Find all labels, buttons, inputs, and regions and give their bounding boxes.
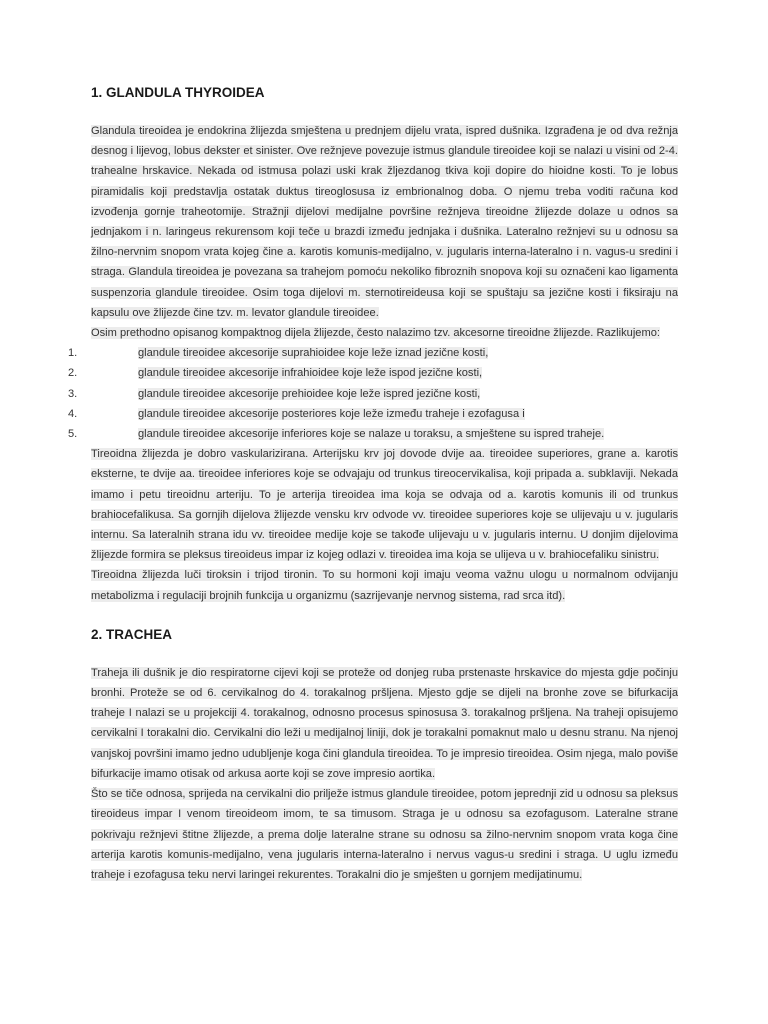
list-item bbox=[68, 363, 678, 383]
paragraph-text: Što se tiče odnosa, sprijeda na cervikalni dio prilježe istmus glandule tireoidee, potom jeprednji zid u odnosu sa pleksus tireoideus impar I venom tireoideom imom, te sa timusom. Straga je u odnosu sa ezofagusom. Lateralne strane pokrivaju režnjevi štitne žlijezde, a prema dolje lateralne strane su odnosu sa žilno-nervnim snopom vrata koga čine arterija karotis komunis-medijalno, vena jugularis interna-lateralno i nervus vagus-u sredini i straga. U uglu između traheje i ezofagusa teku nervi laringei rekurentes. Torakalni dio je smješten u gornjem medijatinumu. bbox=[91, 788, 678, 881]
section-heading: 1. GLANDULA THYROIDEA bbox=[91, 85, 265, 100]
section-thyroid bbox=[68, 84, 678, 606]
paragraph bbox=[91, 444, 678, 565]
list-item bbox=[68, 404, 678, 424]
list-item bbox=[68, 343, 678, 363]
section-trachea bbox=[91, 626, 678, 885]
paragraph-text: Tireoidna žlijezda je dobro vaskularizirana. Arterijsku krv joj dovode dvije aa. tireoidee superiores, grane a. karotis eksterne, te dvije aa. tireoidee inferiores koje se odvajaju od trunkus tireocervikalisa, koji pripada a. subklaviji. Nekada imamo i petu tireoidnu arteriju. To je arterija tireoidea ima koja se odvaja od a. karotis komunis ili od trunkus brahiocefalikusa. Sa gornjih dijelova žlijezde vensku krv odvode vv. tireoidee superiores koje se ulijevaju u v. jugularis internu. Sa lateralnih strana idu vv. tireoidee medije koje se takođe ulijevaju u v. jugularis internu. U donjim dijelovima žlijezde formira se pleksus tireoideus impar iz kojeg odlazi v. tireoidea ima koja se ulijeva u v. brahiocefaliku sinistru. bbox=[91, 448, 678, 562]
list-number: 4. bbox=[68, 407, 78, 420]
list-item-text: glandule tireoidee akcesorije suprahioidee koje leže iznad jezične kosti, bbox=[138, 347, 489, 360]
paragraph bbox=[91, 663, 678, 784]
paragraph-text: Glandula tireoidea je endokrina žlijezda smještena u prednjem dijelu vrata, ispred dušnika. Izgrađena je od dva režnja desnog i lijevog, lobus dekster et sinister. Ove režnjeve povezuje istmus glandule tireoidee koji se nalazi u visini od 2-4. trahealne hrskavice. Nekada od istmusa polazi uski krak žljezdanog tkiva koji dopire do hioidne kosti. To je lobus piramidalis koji predstavlja ostatak duktus tireoglosusa iz embrionalnog doba. O njemu treba voditi računa kod izvođenja gornje traheotomije. Stražnji dijelovi medijalne površine režnjeva tireoidne žlijezde dolaze u odnos sa jednjakom i n. laringeus rekurensom koji teče u brazdi između jednjaka i dušnika. Lateralno režnjevi su u odnosu sa žilno-nervnim snopom vrata kojeg čine a. karotis komunis-medijalno, v. jugularis interna-lateralno i n. vagus-u sredini i straga. Glandula tireoidea je povezana sa trahejom pomoću nekoliko fibroznih snopova koji su označeni kao ligamenta suspenzoria glandule tireoidee. Osim toga dijelovi m. sternotireideusa koji se spuštaju sa jezične kosti i fiksiraju na kapsulu ove žlijezde čine tzv. m. levator glandule tireoidee. bbox=[91, 125, 678, 319]
list-number: 1. bbox=[68, 347, 78, 360]
paragraph-text: Traheja ili dušnik je dio respiratorne cijevi koji se proteže od donjeg ruba prstenaste hrskavice do mjesta gdje počinju bronhi. Proteže se od 6. cervikalnog do 4. torakalnog pršljena. Mjesto gdje se dijeli na bronhe zove se bifurkacija traheje I nalazi se u projekciji 4. torakalnog, odnosno procesus spinosusa 3. torakalnog pršljena. Na traheji opisujemo cervikalni I torakalni dio. Cervikalni dio leži u medijalnoj liniji, dok je torakalni pomaknut malo u desnu stranu. Na njenoj vanjskoj površini imamo jedno udubljenje koga čini glandula tireoidea. To je impresio tireoidea. Osim njega, malo poviše bifurkacije imamo otisak od arkusa aorte koji se zove impresio aortika. bbox=[91, 666, 678, 780]
paragraph bbox=[91, 121, 678, 323]
paragraph bbox=[91, 784, 678, 885]
paragraph-text: Tireoidna žlijezda luči tiroksin i trijod tironin. To su hormoni koji imaju veoma važnu ulogu u normalnom odvijanju metabolizma i regulaciji brojnih funkcija u organizmu (sazrijevanje nervnog sistema, rad srca itd). bbox=[91, 569, 678, 602]
list-item-text: glandule tireoidee akcesorije infrahioidee koje leže ispod jezične kosti, bbox=[138, 367, 483, 380]
list-item bbox=[68, 424, 678, 444]
list-item-text: glandule tireoidee akcesorije prehioidee koje leže ispred jezične kosti, bbox=[138, 387, 481, 400]
paragraph bbox=[91, 565, 678, 605]
paragraph bbox=[91, 323, 678, 343]
list-number: 5. bbox=[68, 428, 78, 441]
list-item-text: glandule tireoidee akcesorije posteriores koje leže između traheje i ezofagusa i bbox=[138, 407, 525, 420]
list-number: 2. bbox=[68, 367, 78, 380]
list-item-text: glandule tireoidee akcesorije inferiores koje se nalaze u toraksu, a smještene su ispred traheje. bbox=[138, 428, 605, 441]
list-item bbox=[68, 384, 678, 404]
paragraph-text: Osim prethodno opisanog kompaktnog dijela žlijezde, često nalazimo tzv. akcesorne tireoidne žlijezde. Razlikujemo: bbox=[91, 327, 660, 340]
accessory-gland-list bbox=[68, 343, 678, 444]
section-heading: 2. TRACHEA bbox=[91, 626, 173, 642]
list-number: 3. bbox=[68, 387, 78, 400]
